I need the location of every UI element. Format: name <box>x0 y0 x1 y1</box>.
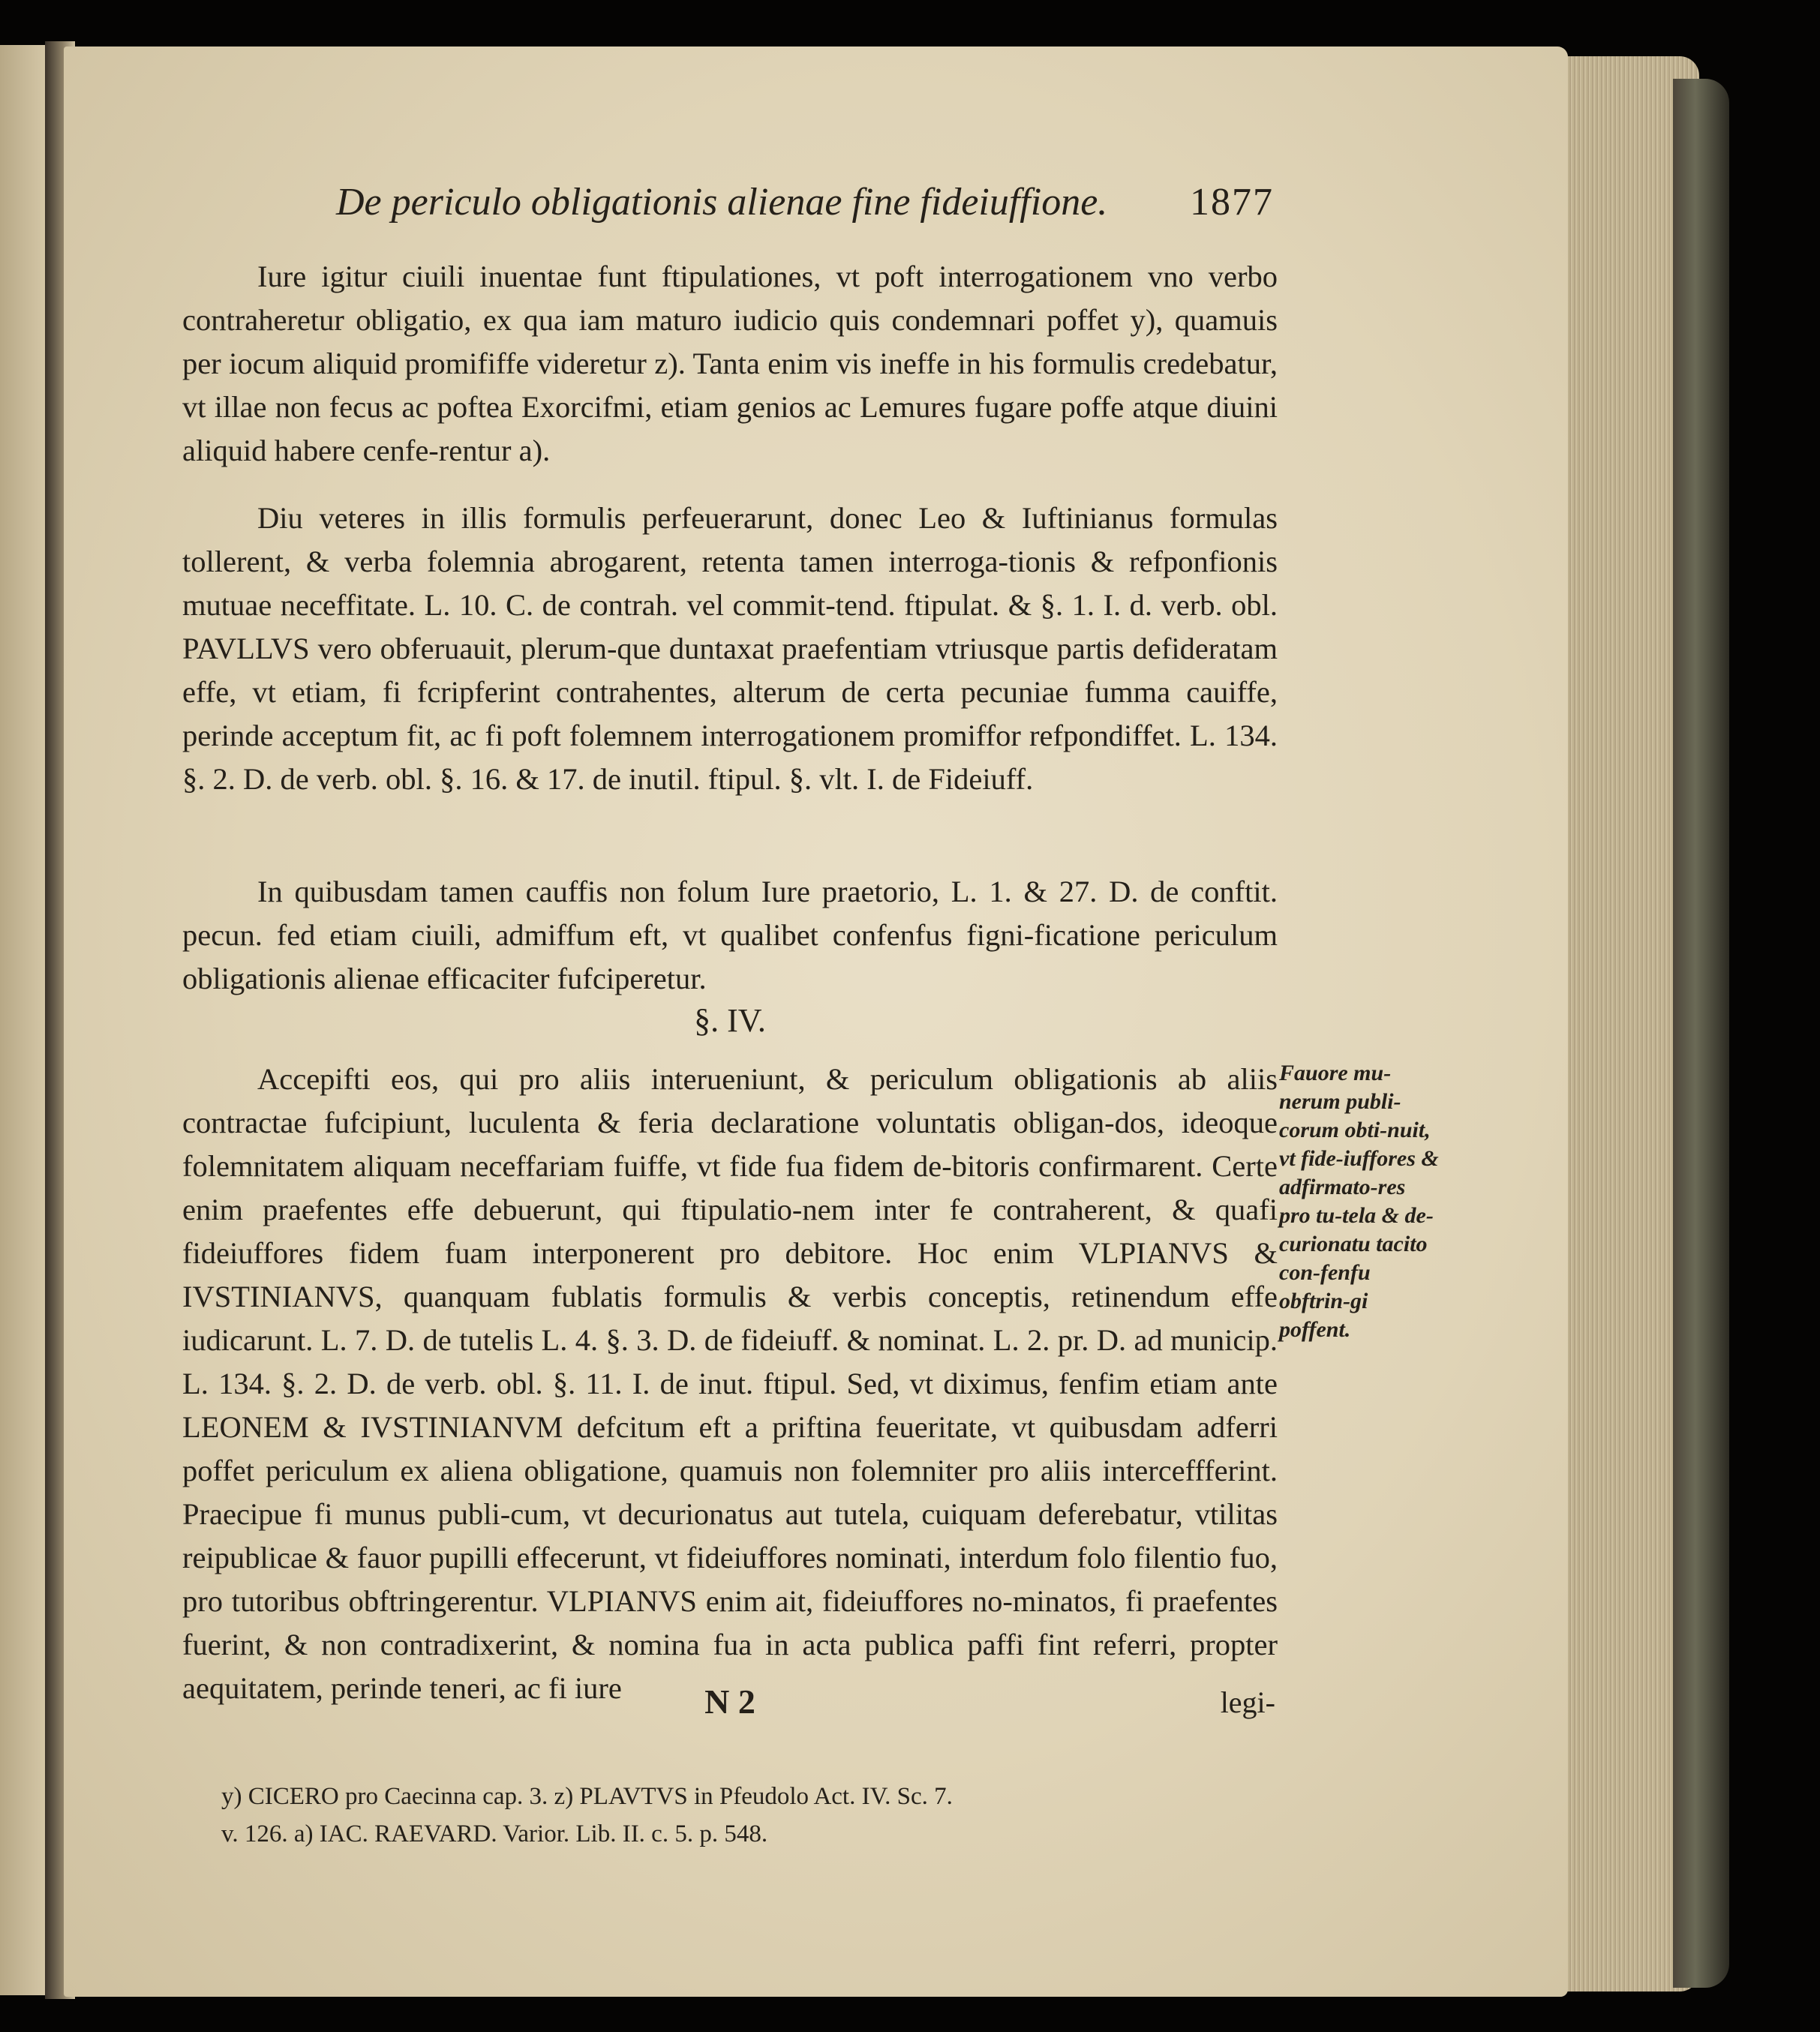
footnote-line-1: y) CICERO pro Caecinna cap. 3. z) PLAVTVS in Pfeudolo Act. IV. Sc. 7. <box>221 1783 953 1810</box>
paragraph-1-text: Iure igitur ciuili inuentae funt ftipulationes, vt poft interrogationem vno verbo contraheretur obligatio, ex qua iam maturo iudicio quis condemnari poffet y), quamuis per iocum aliquid promififfe videretur z). Tanta enim vis ineffe in his formulis credebatur, vt illae non fecus ac poftea Exorcifmi, etiam genios ac Lemures fugare poffe atque diuini aliquid habere cenfe-rentur a). <box>182 260 1278 467</box>
section-paragraph-text: Accepifti eos, qui pro aliis interueniunt, & periculum obligationis ab aliis contractae fufcipiunt, luculenta & feria declaratione voluntatis obligan-dos, ideoque folemnitatem aliquam neceffariam fuiffe, vt fide fua fidem de-bitoris confirmarent. Certe enim praefentes effe debuerunt, qui ftipulatio-nem inter fe contraherent, & quafi fideiuffores fidem fuam interponerent pro debitore. Hoc enim VLPIANVS & IVSTINIANVS, quanquam fublatis formulis & verbis conceptis, retinendum effe iudicarunt. L. 7. D. de tutelis L. 4. §. 3. D. de fideiuff. & nominat. L. 2. pr. D. ad municip. L. 134. §. 2. D. de verb. obl. §. 11. I. de inut. ftipul. Sed, vt diximus, fenfim etiam ante LEONEM & IVSTINIANVM defcitum eft a priftina feueritate, vt quibusdam adferri poffet periculum ex aliena obligatione, quamuis non folemniter pro aliis interceffferint. Praecipue fi munus publi-cum, vt decurionatus aut tutela, cuiquam deferebatur, vtilitas reipublicae & fauor pupilli effecerunt, vt fideiuffores nominati, interdum folo filentio fuo, pro tutoribus obftringerentur. VLPIANVS enim ait, fideiuffores no-minatos, fi praefentes fuerint, & non contradixerint, & nomina fua in acta publica paffi fint referri, propter aequitatem, perinde teneri, ac fi iure <box>182 1062 1278 1705</box>
paragraph-2-text: Diu veteres in illis formulis perfeuerarunt, donec Leo & Iuftinianus formulas tollerent, & verba folemnia abrogarent, retenta tamen interroga-tionis & refponfionis mutuae neceffitate. L. 10. C. de contrah. vel commit-tend. ftipulat. & §. 1. I. d. verb. obl. PAVLLVS vero obferuauit, plerum-que duntaxat praefentiam vtriusque partis defideratam effe, vt etiam, fi fcripferint contrahentes, alterum de certa pecuniae fumma cauiffe, perinde acceptum fit, ac fi poft folemnem interrogationem promiffor refpondiffet. L. 134. §. 2. D. de verb. obl. §. 16. & 17. de inutil. ftipul. §. vlt. I. de Fideiuff. <box>182 501 1278 796</box>
signature-mark: N 2 <box>704 1682 755 1721</box>
catchword: legi- <box>1220 1685 1275 1719</box>
footnotes <box>221 1778 1279 1853</box>
book-cover-edge <box>1673 79 1729 1988</box>
running-header <box>336 180 1274 224</box>
paragraph-3 <box>182 870 1278 1001</box>
running-title: De periculo obligationis alienae fine fideiuffione. <box>336 181 1108 224</box>
margin-note: Fauore mu-nerum publi-corum obti-nuit, vt fide-iuffores & adfirmato-res pro tu-tela & de-curionatu tacito con-fenfu obftrin-gi poffent. <box>1279 1061 1439 1342</box>
paragraph-1 <box>182 255 1278 473</box>
paragraph-3-text: In quibusdam tamen cauffis non folum Iure praetorio, L. 1. & 27. D. de conftit. pecun. fed etiam ciuili, admiffum eft, vt qualibet confenfus figni-ficatione periculum obligationis alienae efficaciter fufciperetur. <box>182 875 1278 995</box>
section-paragraph <box>182 1058 1278 1710</box>
footnote-line-2: v. 126. a) IAC. RAEVARD. Varior. Lib. II. c. 5. p. 548. <box>221 1820 768 1847</box>
page-number: 1877 <box>1190 181 1274 224</box>
section-heading: §. IV. <box>694 1002 766 1039</box>
paragraph-2 <box>182 497 1278 801</box>
